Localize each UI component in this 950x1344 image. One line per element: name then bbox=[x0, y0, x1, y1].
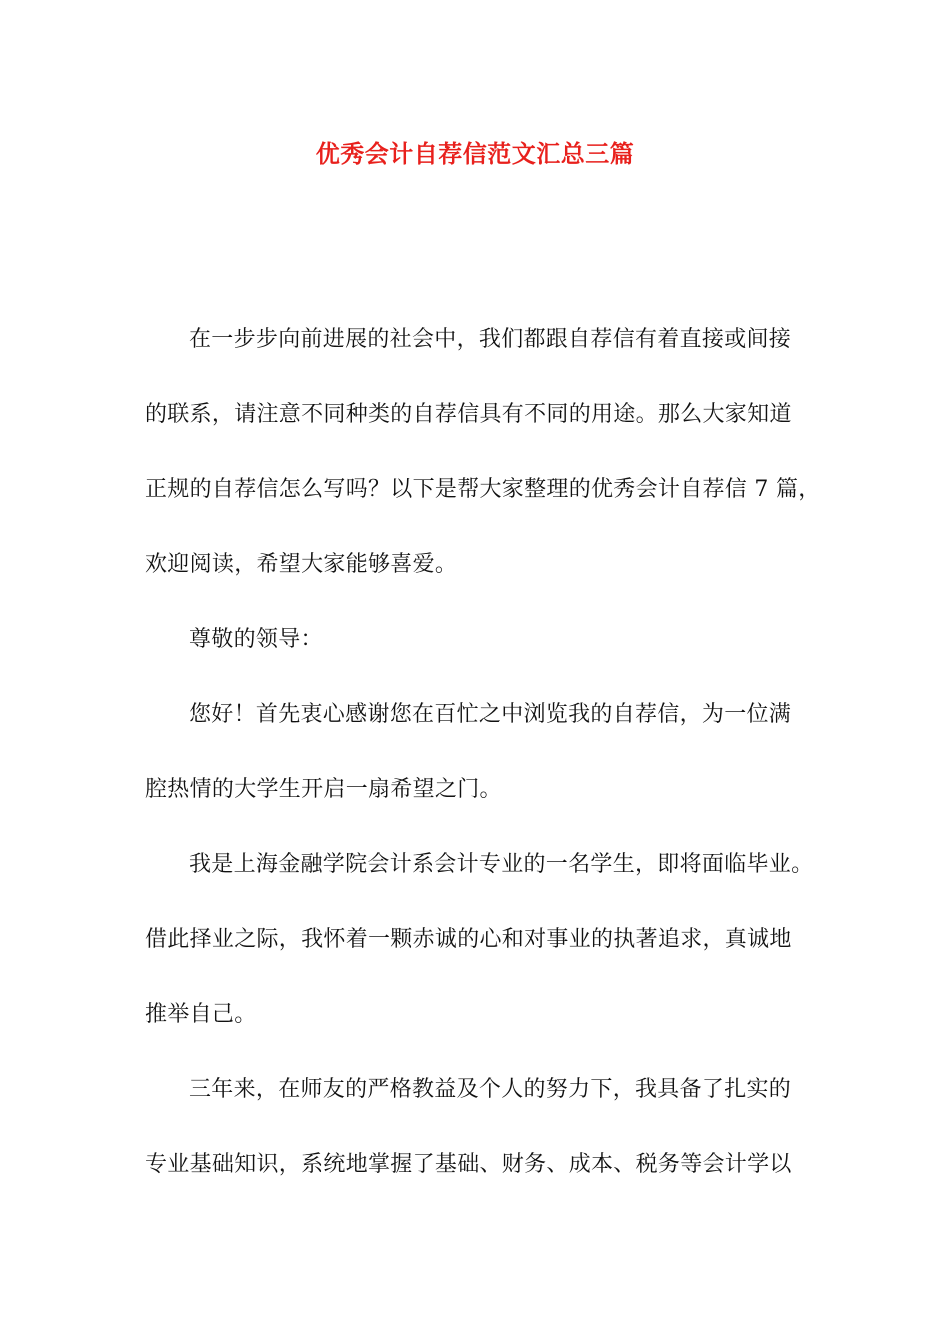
paragraph-line: 我是上海金融学院会计系会计专业的一名学生，即将面临毕业。 bbox=[189, 852, 814, 877]
paragraph-line: 在一步步向前进展的社会中，我们都跟自荐信有着直接或间接 bbox=[189, 327, 792, 352]
salutation: 尊敬的领导： bbox=[189, 627, 323, 652]
paragraph-line: 的联系，请注意不同种类的自荐信具有不同的用途。那么大家知道 bbox=[145, 402, 792, 427]
paragraph-line: 推举自己。 bbox=[145, 1002, 257, 1027]
document-title: 优秀会计自荐信范文汇总三篇 bbox=[315, 139, 635, 168]
paragraph-line: 三年来，在师友的严格教益及个人的努力下，我具备了扎实的 bbox=[189, 1077, 792, 1102]
paragraph-line: 腔热情的大学生开启一扇希望之门。 bbox=[145, 777, 502, 802]
paragraph-line: 借此择业之际，我怀着一颗赤诚的心和对事业的执著追求，真诚地 bbox=[145, 927, 792, 952]
paragraph-line: 您好！首先衷心感谢您在百忙之中浏览我的自荐信，为一位满 bbox=[189, 702, 792, 727]
paragraph-line: 欢迎阅读，希望大家能够喜爱。 bbox=[145, 552, 458, 577]
paragraph-line: 专业基础知识，系统地掌握了基础、财务、成本、税务等会计学以 bbox=[145, 1152, 792, 1177]
paragraph-line: 正规的自荐信怎么写吗？以下是帮大家整理的优秀会计自荐信 7 篇， bbox=[145, 477, 821, 502]
